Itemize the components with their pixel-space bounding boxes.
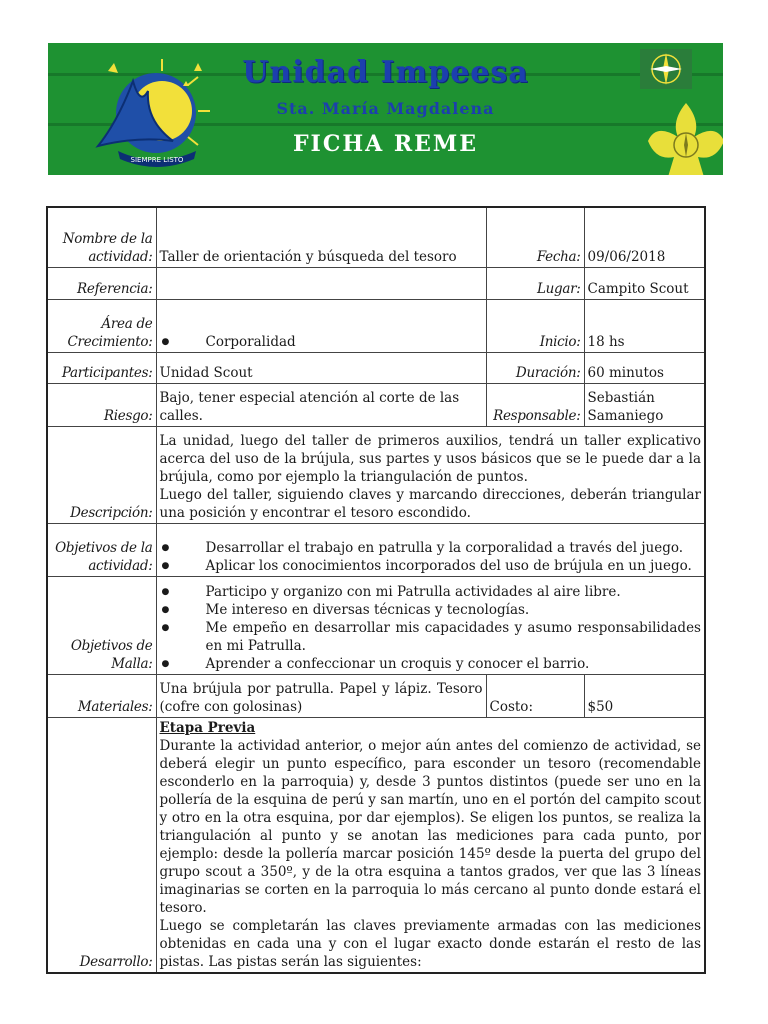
area-label: Área de Crecimiento: xyxy=(47,299,156,352)
row-participantes xyxy=(47,352,705,383)
responsable-value: Sebastián Samaniego xyxy=(584,383,705,426)
participantes-label: Participantes: xyxy=(47,352,156,383)
row-objetivos-actividad xyxy=(47,523,705,576)
row-objetivos-malla xyxy=(47,576,705,674)
row-descripcion xyxy=(47,426,705,523)
row-area xyxy=(47,299,705,352)
list-item: ● Aplicar los conocimientos incorporados del uso de brújula en un juego. xyxy=(160,557,702,575)
referencia-label: Referencia: xyxy=(47,267,156,299)
desarrollo-cell xyxy=(156,717,705,973)
row-referencia xyxy=(47,267,705,299)
form-name: FICHA REME xyxy=(292,131,479,157)
materiales-label: Materiales: xyxy=(47,674,156,717)
objetivos-actividad-label: Objetivos de la actividad: xyxy=(47,523,156,576)
objetivos-malla-label: Objetivos de Malla: xyxy=(47,576,156,674)
nombre-label: Nombre de la actividad: xyxy=(47,207,156,267)
area-value: ● Corporalidad xyxy=(160,333,483,351)
desarrollo-label: Desarrollo: xyxy=(47,717,156,973)
list-item: ● Me intereso en diversas técnicas y tecnologías. xyxy=(160,601,702,619)
costo-value: $50 xyxy=(584,674,705,717)
list-item: ● Me empeño en desarrollar mis capacidades y asumo responsabilidades en mi Patrulla. xyxy=(160,619,702,655)
descripcion-paragraph: Luego del taller, siguiendo claves y marcando direcciones, deberán triangular una posición y encontrar el tesoro escondido. xyxy=(159,486,701,521)
lugar-label: Lugar: xyxy=(486,267,584,299)
participantes-value: Unidad Scout xyxy=(156,352,486,383)
nombre-value: Taller de orientación y búsqueda del tesoro xyxy=(156,207,486,267)
inicio-value: 18 hs xyxy=(584,299,705,352)
header-banner xyxy=(48,43,723,175)
duracion-value: 60 minutos xyxy=(584,352,705,383)
desarrollo-paragraph: Luego se completarán las claves previamente armadas con las mediciones obtenidas en cada una y con el lugar exacto donde estarán el resto de las pistas. Las pistas serán las siguientes: xyxy=(159,917,701,970)
fecha-label: Fecha: xyxy=(486,207,584,267)
desarrollo-heading: Etapa Previa xyxy=(159,719,256,736)
list-item: ● Participo y organizo con mi Patrulla actividades al aire libre. xyxy=(160,583,702,601)
referencia-value xyxy=(156,267,486,299)
unit-subtitle: Sta. María Magdalena xyxy=(276,99,495,118)
responsable-label: Responsable: xyxy=(486,383,584,426)
area-cell xyxy=(156,299,486,352)
inicio-label: Inicio: xyxy=(486,299,584,352)
objetivos-actividad-cell xyxy=(156,523,705,576)
objetivos-malla-cell xyxy=(156,576,705,674)
descripcion-label: Descripción: xyxy=(47,426,156,523)
desarrollo-paragraph: Durante la actividad anterior, o mejor aún antes del comienzo de actividad, se deberá elegir un punto específico, para esconder un tesoro (recomendable esconderlo en la parroquia) y, desde 3 puntos distintos (puede ser uno en la pollería de la esquina de perú y san martín, uno en el portón del campito scout y otro en la otra esquina, por dar ejemplos). Se eligen los puntos, se realiza la triangulación al punto y se anotan las mediciones para cada punto, por ejemplo: desde la pollería marcar posición 145º desde la puerta del grupo del grupo scout a 350º, y de la otra esquina a tantos grados, ver que las 3 líneas imaginarias se corten en la parroquia lo más cercano al punto donde estará el tesoro. xyxy=(159,737,701,916)
list-item: ● Desarrollar el trabajo en patrulla y la corporalidad a través del juego. xyxy=(160,539,702,557)
list-item: ● Aprender a confeccionar un croquis y conocer el barrio. xyxy=(160,655,702,673)
materiales-value: Una brújula por patrulla. Papel y lápiz. Tesoro (cofre con golosinas) xyxy=(156,674,486,717)
descripcion-cell xyxy=(156,426,705,523)
fecha-value: 09/06/2018 xyxy=(584,207,705,267)
duracion-label: Duración: xyxy=(486,352,584,383)
costo-label: Costo: xyxy=(486,674,584,717)
row-desarrollo xyxy=(47,717,705,973)
descripcion-paragraph: La unidad, luego del taller de primeros auxilios, tendrá un taller explicativo acerca del uso de la brújula, sus partes y usos básicos que se le puede dar a la brújula, como por ejemplo la triangulación de puntos. xyxy=(159,432,701,485)
unit-title: Unidad Impeesa xyxy=(242,55,529,90)
row-materiales xyxy=(47,674,705,717)
lugar-value: Campito Scout xyxy=(584,267,705,299)
fleur-de-lis-icon xyxy=(646,101,723,175)
riesgo-label: Riesgo: xyxy=(47,383,156,426)
reme-form-table xyxy=(46,206,706,974)
riesgo-value: Bajo, tener especial atención al corte de las calles. xyxy=(156,383,486,426)
row-riesgo xyxy=(47,383,705,426)
row-nombre xyxy=(47,207,705,267)
compass-rose-icon xyxy=(640,49,692,89)
emblem-motto: SIEMPRE LISTO xyxy=(130,156,184,164)
